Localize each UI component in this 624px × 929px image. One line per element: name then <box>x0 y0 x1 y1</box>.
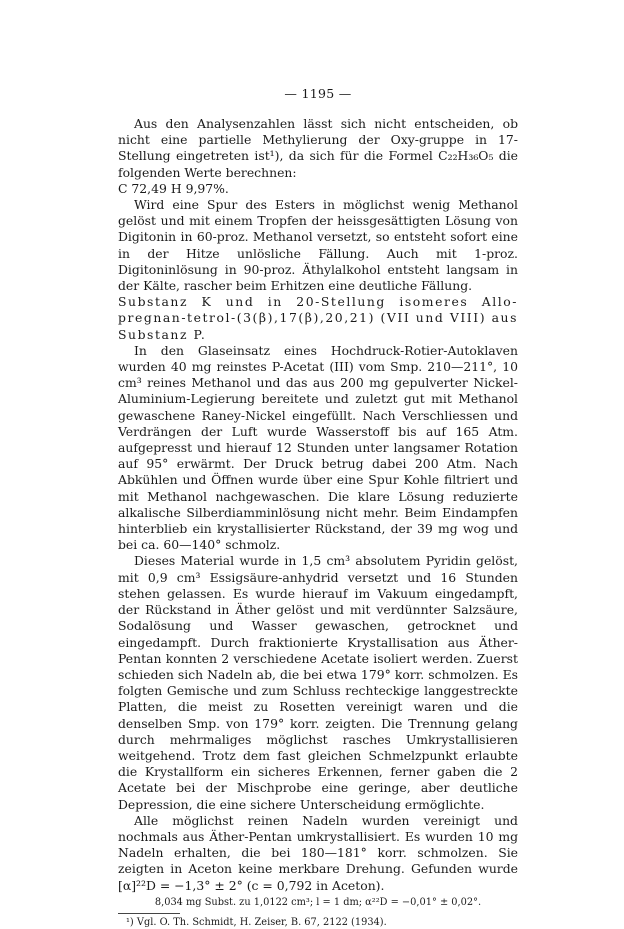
paragraph-acetylation: Dieses Material wurde in 1,5 cm³ absolutem Pyridin gelöst, mit 0,9 cm³ Essigsäure-anhydrid versetzt und 16 Stunden stehen gelassen. Es wurde hierauf im Vakuum eingedampft, der Rückstand in Äther gelöst und mit verdünnter Salzsäure, Sodalösung und Wasser gewaschen, getrocknet und eingedampft. Durch fraktionierte Krystallisation aus Äther-Pentan konnten 2 verschiedene Acetate isoliert werden. Zuerst schieden sich Nadeln ab, die bei etwa 179° korr. schmolzen. Es folgten Gemische und zum Schluss rechteckige langgestreckte Platten, die meist zu Rosetten vereinigt waren und die denselben Smp. von 179° korr. zeigten. Die Trennung gelang durch mehrmaliges möglichst rasches Umkrystallisieren weitgehend. Trotz dem fast gleichen Schmelzpunkt erlaubte die Krystallform ein sicheres Erkennen, ferner gaben die 2 Acetate bei der Mischprobe eine geringe, aber deutliche Depression, die eine sichere Unterscheidung ermöglichte. <box>118 553 518 812</box>
rotation-measurement: 8,034 mg Subst. zu 1,0122 cm³; l = 1 dm; α²²D = −0,01° ± 0,02°. <box>154 896 482 908</box>
footnote-divider <box>118 913 180 914</box>
paragraph-digitonin: Wird eine Spur des Esters in möglichst wenig Methanol gelöst und mit einem Tropfen der heissgesättigten Lösung von Digitonin in 60-proz. Methanol versetzt, so entsteht sofort eine in der Hitze unlösliche Fällung. Auch mit 1-proz. Digitoninlösung in 90-proz. Äthylalkohol entsteht langsam in der Kälte, rascher beim Erhitzen eine deutliche Fällung. <box>118 197 518 294</box>
paragraph-needles: Alle möglichst reinen Nadeln wurden vereinigt und nochmals aus Äther-Pentan umkrystallisiert. Es wurden 10 mg Nadeln erhalten, die bei 180—181° korr. schmolzen. Sie zeigten in Aceton keine merkbare Drehung. Gefunden wurde [α]²²D = −1,3° ± 2° (c = 0,792 in Aceton). <box>118 812 518 893</box>
paragraph-analysis: Aus den Analysenzahlen lässt sich nicht entscheiden, ob nicht eine partielle Methylierung der Oxy-gruppe in 17-Stellung eingetreten ist¹), da sich für die Formel C₂₂H₃₆O₅ die folgenden Werte berechnen: <box>118 116 518 180</box>
section-heading: Substanz K und in 20-Stellung isomeres Allo-pregnan-tetrol-(3(β),17(β),20,21) (VII und VIII) aus Substanz P. <box>118 294 518 342</box>
paragraph-hydrogenation: In den Glaseinsatz eines Hochdruck-Rotier-Autoklaven wurden 40 mg reinstes P-Acetat (III) vom Smp. 210—211°, 10 cm³ reines Methanol und das aus 200 mg gepulverter Nickel-Aluminium-Legierung bereitete und zuletzt gut mit Methanol gewaschene Raney-Nickel eingefüllt. Nach Verschliessen und Verdrängen der Luft wurde Wasserstoff bis auf 165 Atm. aufgepresst und hierauf 12 Stunden unter langsamer Rotation auf 95° erwärmt. Der Druck betrug dabei 200 Atm. Nach Abkühlen und Öffnen wurde über eine Spur Kohle filtriert und mit Methanol nachgewaschen. Die klare Lösung reduzierte alkalische Silberdiamminlösung nicht mehr. Beim Eindampfen hinterblieb ein krystallisierter Rückstand, der 39 mg wog und bei ca. 60—140° schmolz. <box>118 342 518 553</box>
document-page <box>118 86 518 929</box>
page-number: — 1195 — <box>284 86 352 101</box>
calculated-values: C 72,49 H 9,97%. <box>118 180 229 196</box>
footnote: ¹) Vgl. O. Th. Schmidt, H. Zeiser, B. 67, 2122 (1934). <box>126 916 387 928</box>
